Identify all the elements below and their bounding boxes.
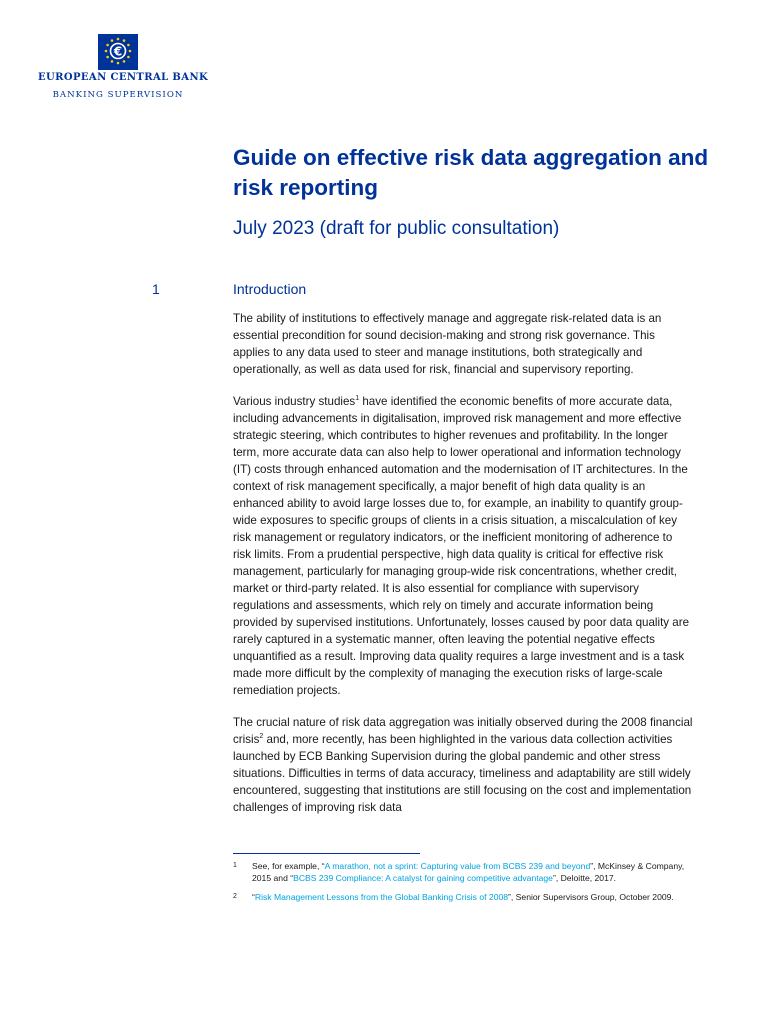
footnote-link-mckinsey[interactable]: A marathon, not a sprint: Capturing value from BCBS 239 and beyond [324,861,591,871]
footnote-number: 2 [233,893,237,900]
footnote-text: See, for example, “ [252,861,325,871]
document-title: Guide on effective risk data aggregation and risk reporting [233,145,709,200]
footnote [233,891,693,903]
footnote-divider [233,853,420,854]
paragraph-2-lead: Various industry studies [233,395,356,408]
logo-name: EUROPEAN CENTRAL BANK [38,72,209,83]
footnote-text: ”, Deloitte, 2017. [552,873,617,883]
document-subtitle: July 2023 (draft for public consultation) [233,218,560,239]
footnotes [233,860,693,910]
footnote-text: ”, Senior Supervisors Group, October 2009. [508,892,674,902]
paragraph-2 [233,393,693,699]
footnote-text: “ [252,892,255,902]
footnote-ref-1[interactable]: 1 [355,395,360,403]
paragraph-1: The ability of institutions to effectively manage and aggregate risk-related data is an essential precondition for sound decision-making and strong risk governance. This applies to any data used to steer and manage institutions, both strategically and operationally, as well as data used for risk, financial and supervisory reporting. [233,312,662,376]
footnote-link-ssg[interactable]: Risk Management Lessons from the Global Banking Crisis of 2008 [254,892,509,902]
footnote [233,860,693,884]
svg-text:€: € [113,44,123,59]
footnote-number: 1 [233,862,237,869]
footnote-text: ”, McKinsey & Company, 2015 and “ [252,861,685,883]
footnote-ref-2[interactable]: 2 [259,733,264,741]
paragraph-3-lead: The crucial nature of risk data aggregation was initially observed during the 2008 financial crisis [233,716,693,746]
section-title: Introduction [233,281,307,297]
body-text [233,310,693,831]
ecb-euro-emblem-icon [98,34,138,70]
footnote-link-deloitte[interactable]: BCBS 239 Compliance: A catalyst for gaining competitive advantage [293,873,553,883]
paragraph-3 [233,714,693,816]
logo-subtitle: BANKING SUPERVISION [52,90,184,100]
paragraph-2-body: have identified the economic benefits of more accurate data, including advancements in digitalisation, improved risk management and more effective strategic steering, which contributes to higher revenues and profitability. In the longer term, more accurate data can also help to lower operational and information technology (IT) costs through enhanced automation and the modernisation of IT architectures. In the context of risk management specifically, a major benefit of high data quality is an enhanced ability to avoid large losses due to, for example, an inability to quantify group-wide exposures to specific groups of clients in a crisis situation, a miscalculation of key risk management or regulatory indicators, or the inefficient monitoring of adherence to risk limits. From a prudential perspective, high data quality is critical for effective risk management, particularly for managing group-wide risk concentrations, whether credit, market or third-party related. It is also essential for compliance with supervisory regulations and assessments, which rely on timely and accurate information being provided by supervised institutions. Unfortunately, losses caused by poor data quality are rarely captured in a systematic manner, often leaving the potential negative effects unquantified as a result. Improving data quality requires a large investment and is a task made more difficult by the complexity of managing the execution risks of large-scale remediation projects. [233,395,690,697]
paragraph-3-body: and, more recently, has been highlighted in the various data collection activities launched by ECB Banking Supervision during the global pandemic and other stress situations. Difficulties in terms of data accuracy, timeliness and adaptability are still widely encountered, suggesting that institutions are still focusing on the cost and implementation challenges of improving risk data [233,733,692,814]
section-number: 1 [152,281,160,297]
